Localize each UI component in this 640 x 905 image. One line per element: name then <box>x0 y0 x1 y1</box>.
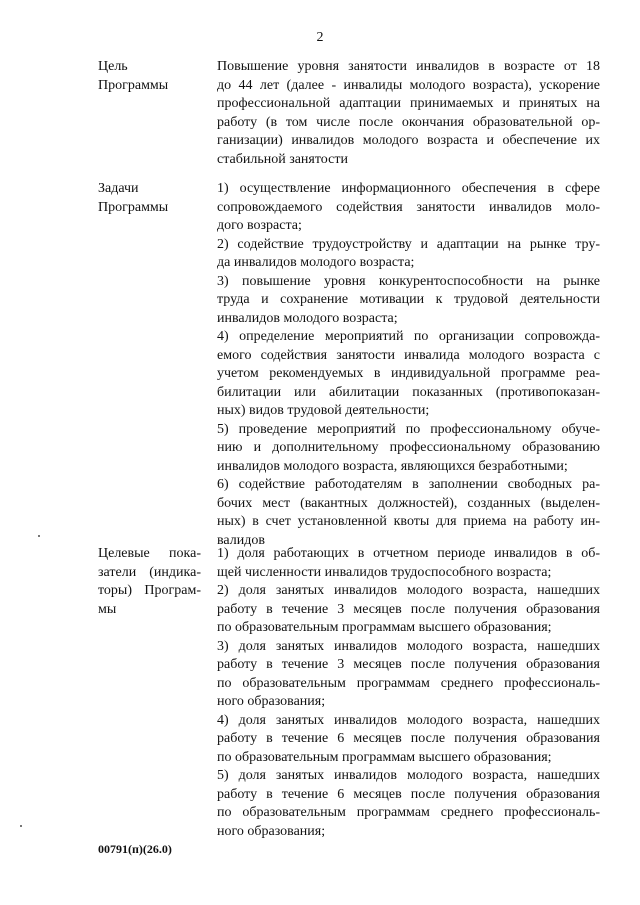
scan-speck <box>38 535 40 537</box>
content-line: 1) осуществление информационного обеспечения в сфере <box>217 181 600 196</box>
content-line: стабильной занятости <box>217 151 348 167</box>
content-line: 5) доля занятых инвалидов молодого возраста, нашедших <box>217 768 600 783</box>
content-line: работу в течение 3 месяцев после получения образования <box>217 601 600 617</box>
label-line: Программы <box>98 77 169 93</box>
content-line: работу (в том числе после окончания образовательной ор- <box>217 114 600 130</box>
content-line: профессиональной адаптации принимаемых и принятых на <box>217 96 600 111</box>
content-line: по образовательным программам среднего профессиональ- <box>217 805 600 820</box>
content-line: 3) доля занятых инвалидов молодого возраста, нашедших <box>217 638 600 654</box>
content-line: работу в течение 6 месяцев после получения образования <box>217 731 600 746</box>
content-line: билитации или абилитации показанных (противопоказан- <box>217 384 600 400</box>
label-line: Целевые пока- <box>98 546 201 561</box>
content-line: 3) повышение уровня конкурентоспособности на рынке <box>217 273 600 289</box>
content-line: 1) доля работающих в отчетном периоде инвалидов в об- <box>217 546 600 561</box>
content-line: по образовательным программам среднего профессиональ- <box>217 675 600 691</box>
content-line: учетом рекомендуемых в индивидуальной программе реа- <box>217 366 600 381</box>
content-line: ного образования; <box>217 694 326 709</box>
label-line: Задачи <box>98 181 139 196</box>
label-line: торы) Програм- <box>98 583 201 598</box>
content-line: емого содействия занятости инвалида молодого возраста с <box>217 347 600 363</box>
content-line: работу в течение 3 месяцев после получения образования <box>217 657 600 672</box>
content-line: по образовательным программам высшего образования; <box>217 749 552 765</box>
section-content <box>217 58 600 169</box>
document-code: 00791(п)(26.0) <box>98 842 172 856</box>
content-line: Повышение уровня занятости инвалидов в возрасте от 18 <box>217 59 600 74</box>
section-content <box>217 545 600 841</box>
label-line: Цель <box>98 59 128 74</box>
section-label <box>98 58 168 95</box>
label-line: затели (индика- <box>98 564 201 580</box>
content-line: инвалидов молодого возраста, являющихся безработными; <box>217 458 568 474</box>
label-line: мы <box>98 601 117 617</box>
section-label <box>98 180 168 217</box>
content-line: щей численности инвалидов трудоспособного возраста; <box>217 564 552 580</box>
content-line: 2) доля занятых инвалидов молодого возраста, нашедших <box>217 583 600 598</box>
content-line: ганизации) инвалидов молодого возраста и обеспечение их <box>217 133 600 148</box>
page-number: 2 <box>316 30 324 45</box>
content-line: по образовательным программам высшего образования; <box>217 620 552 635</box>
content-line: сопровождаемого содействия занятости инвалидов моло- <box>217 199 600 215</box>
content-line: бочих мест (вакантных должностей), созданных (выделен- <box>217 495 600 511</box>
content-line: инвалидов молодого возраста; <box>217 310 398 326</box>
section-content <box>217 180 600 550</box>
label-line: Программы <box>98 199 169 215</box>
content-line: 2) содействие трудоустройству и адаптации на рынке тру- <box>217 236 600 252</box>
content-line: 4) доля занятых инвалидов молодого возраста, нашедших <box>217 712 600 728</box>
content-line: валидов <box>217 532 265 548</box>
content-line: 6) содействие работодателям в заполнении свободных ра- <box>217 477 600 492</box>
content-line: дого возраста; <box>217 218 302 233</box>
content-line: 4) определение мероприятий по организации сопровожда- <box>217 329 600 344</box>
content-line: 5) проведение мероприятий по профессиональному обуче- <box>217 421 600 437</box>
content-line: ных) в счет установленной квоты для приема на работу ин- <box>217 514 600 529</box>
content-line: да инвалидов молодого возраста; <box>217 255 415 270</box>
content-line: нию и дополнительному профессиональному образованию <box>217 440 600 455</box>
content-line: работу в течение 6 месяцев после получения образования <box>217 786 600 802</box>
content-line: до 44 лет (далее - инвалиды молодого возраста), ускорение <box>217 77 600 93</box>
scan-speck <box>20 825 22 827</box>
content-line: ного образования; <box>217 823 326 839</box>
content-line: труда и сохранение мотивации к трудовой деятельности <box>217 292 600 307</box>
section-label <box>98 545 201 619</box>
content-line: ных) видов трудовой деятельности; <box>217 403 430 418</box>
